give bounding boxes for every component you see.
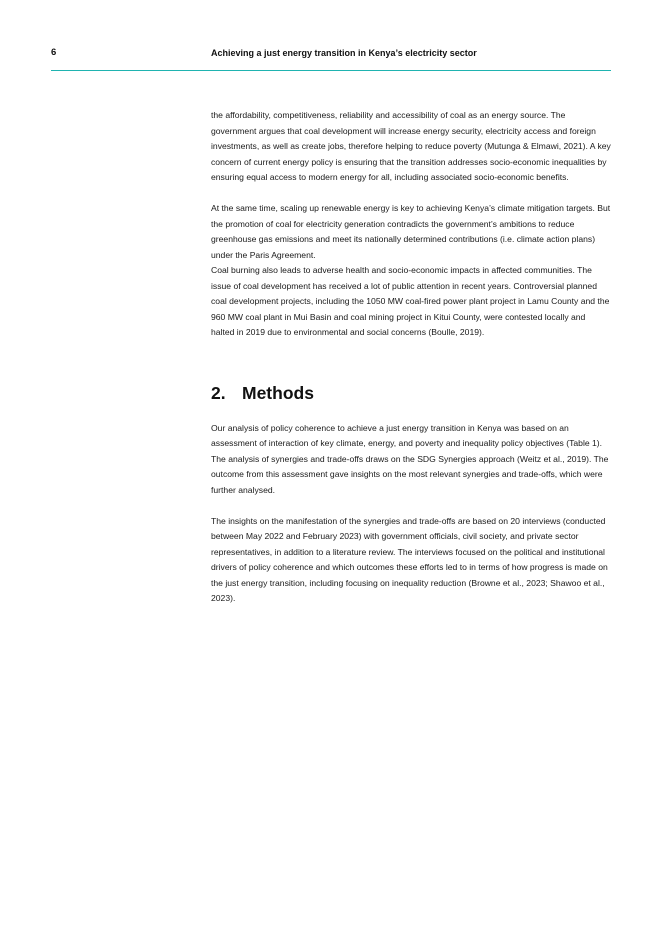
- section-heading-methods: [211, 382, 611, 404]
- running-title: Achieving a just energy transition in Kenya’s electricity sector: [211, 48, 477, 58]
- header-divider: [51, 70, 611, 71]
- main-content: [211, 108, 611, 607]
- paragraph-coal-policy: the affordability, competitiveness, reliability and accessibility of coal as an energy source. The government argues that coal development will increase energy security, electricity access and foreign investments, as well as create jobs, therefore helping to reduce poverty (Mutunga & Elmawi, 2021). A key concern of current energy policy is ensuring that the transition addresses socio-economic inequalities by ensuring equal access to modern energy for all, including associated socio-economic benefits.: [211, 110, 611, 182]
- paragraph-methods-interviews: The insights on the manifestation of the synergies and trade-offs are based on 20 interviews (conducted between May 2022 and February 2023) with government officials, civil society, and private sector representatives, in addition to a literature review. The interviews focused on the political and institutional drivers of policy coherence and which outcomes these efforts led to in terms of how progress is made on the just energy transition, including focusing on inequality reduction (Browne et al., 2023; Shawoo et al., 2023).: [211, 515, 608, 603]
- paragraph-coal-impacts: Coal burning also leads to adverse health and socio-economic impacts in affected communities. The issue of coal development has received a lot of public attention in recent years. Controversial planned coal development projects, including the 1050 MW coal-fired power plant project in Lamu County and the 960 MW coal plant in Mui Basin and coal mining project in Kitui County, were contested locally and halted in 2019 due to environmental and social concerns (Boulle, 2019).: [211, 265, 610, 337]
- section-number: 2.: [211, 382, 226, 403]
- page-header: [51, 46, 611, 60]
- paragraph-renewable-targets: At the same time, scaling up renewable energy is key to achieving Kenya’s climate mitigation targets. But the promotion of coal for electricity generation contradicts the government’s ambitions to reduce greenhouse gas emissions and meet its nationally determined contributions (i.e. climate action plans) under the Paris Agreement.: [211, 203, 611, 260]
- paragraph-methods-analysis: Our analysis of policy coherence to achieve a just energy transition in Kenya was based on an assessment of interaction of key climate, energy, and poverty and inequality policy objectives (Table 1). The analysis of synergies and trade-offs draws on the SDG Synergies approach (Weitz et al., 2019). The outcome from this assessment gave insights on the most relevant synergies and trade-offs, which were further analysed.: [211, 422, 609, 495]
- page-number: 6: [51, 47, 57, 58]
- section-title: Methods: [242, 382, 314, 403]
